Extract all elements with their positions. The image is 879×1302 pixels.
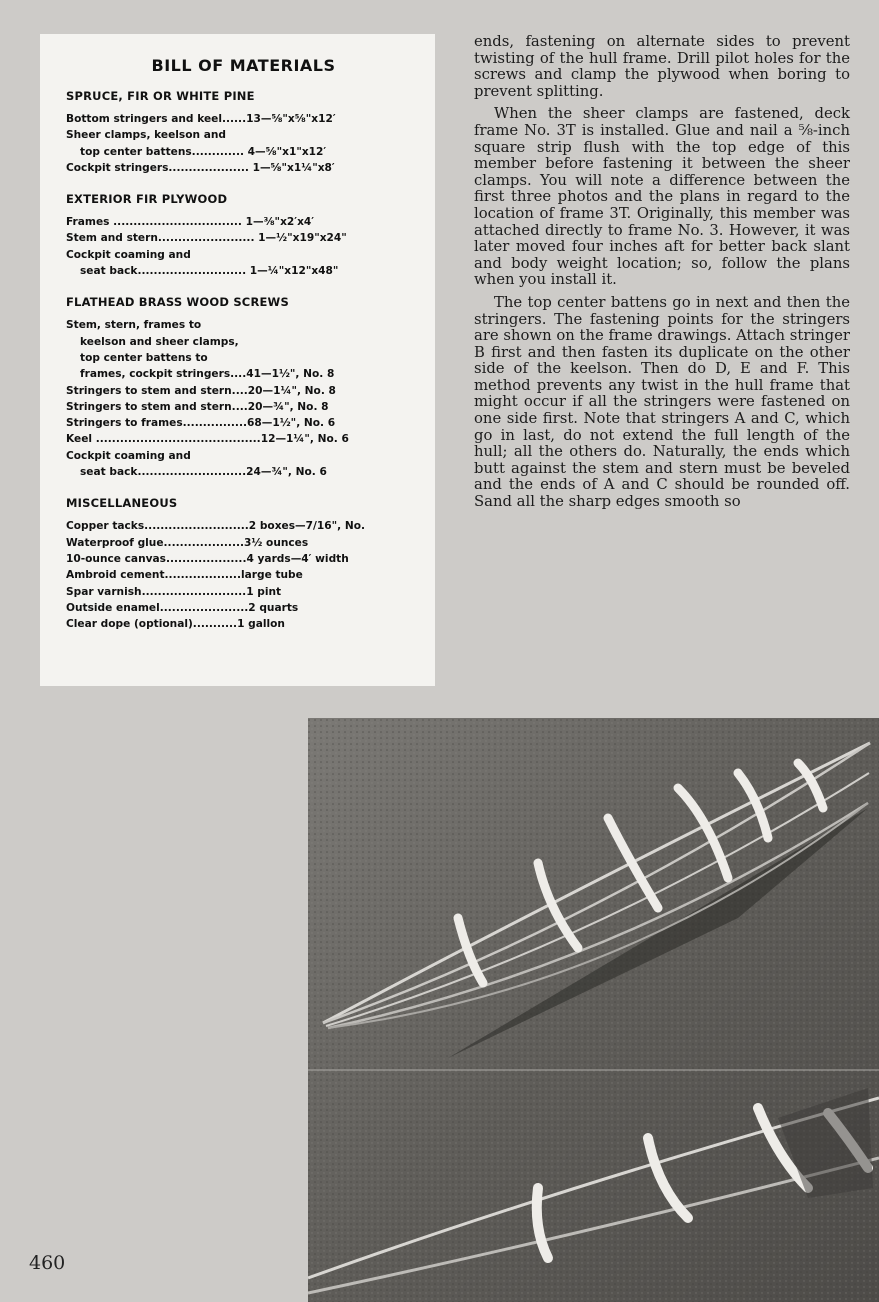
bill-item: Stringers to frames................68—1½", No. 6 <box>66 417 336 430</box>
bill-item: keelson and sheer clamps, <box>80 335 239 348</box>
article-text-column <box>474 34 850 517</box>
bill-item: Stem, stern, frames to <box>66 319 202 332</box>
bill-item: Cockpit coaming and <box>66 248 191 261</box>
article-paragraph: The top center battens go in next and then the stringers. The fastening points for the stringers are shown on the frame drawings. Attach stringer B first and then fasten its duplicate on the other side of the keelson. Then do D, E and F. This method prevents any twist in the hull frame that might occur if all the stringers were fastened on one side first. Note that stringers A and C, which go in last, do not extend the full length of the hull; all the others do. Naturally, the ends which butt against the stem and stern must be beveled and the ends of A and C should be rounded off. Sand all the sharp edges smooth so <box>474 293 850 511</box>
bill-item: Cockpit stringers.................... 1—⅝"x1¼"x8′ <box>66 161 335 174</box>
bill-item: Clear dope (optional)...........1 gallon <box>66 618 285 631</box>
bill-item: Outside enamel......................2 quarts <box>66 601 299 614</box>
bill-item: Stem and stern........................ 1—½"x19"x24" <box>66 232 347 245</box>
bill-section <box>66 192 421 279</box>
bill-item: 10-ounce canvas....................4 yards—4′ width <box>66 552 349 565</box>
bill-item: Cockpit coaming and <box>66 449 191 462</box>
kayak-frame-photo <box>308 718 879 1302</box>
article-paragraph: ends, fastening on alternate sides to prevent twisting of the hull frame. Drill pilot holes for the screws and clamp the plywood when boring to prevent splitting. <box>474 33 850 100</box>
bill-section <box>66 89 421 176</box>
bill-of-materials-box <box>40 34 435 686</box>
bill-item: Sheer clamps, keelson and <box>66 129 227 142</box>
bill-section-title: FLATHEAD BRASS WOOD SCREWS <box>66 295 289 310</box>
bill-item: Spar varnish..........................1 pint <box>66 585 282 598</box>
bill-section-title: SPRUCE, FIR OR WHITE PINE <box>66 89 255 103</box>
bill-item: top center battens to <box>80 351 208 364</box>
article-paragraph: When the sheer clamps are fastened, deck frame No. 3T is installed. Glue and nail a ⅝-inch square strip flush with the top edge of this member before fastening it between the sheer clamps. You will note a difference between the first three photos and the plans in regard to the location of frame 3T. Originally, this member was attached directly to frame No. 3. However, it was later moved four inches aft for better back slant and body weight location; so, follow the plans when you install it. <box>474 105 850 289</box>
bill-item: Copper tacks..........................2 boxes—7/16", No. <box>66 520 366 533</box>
bill-item: Keel .........................................12—1¼", No. 6 <box>66 433 349 446</box>
bill-item: Frames ................................ 1—⅜"x2′x4′ <box>66 216 315 229</box>
bill-section-title: EXTERIOR FIR PLYWOOD <box>66 192 228 207</box>
bill-item: Waterproof glue....................3½ ounces <box>66 536 309 549</box>
bill-item: frames, cockpit stringers....41—1½", No. 8 <box>80 368 335 381</box>
bill-sections <box>66 89 421 632</box>
bill-item: Ambroid cement...................large tube <box>66 569 303 582</box>
bill-item: seat back...........................24—¾", No. 6 <box>80 466 327 479</box>
bill-section <box>66 496 421 632</box>
bill-item: Stringers to stem and stern....20—1¼", No. 8 <box>66 384 336 397</box>
bill-section-title: MISCELLANEOUS <box>66 496 178 511</box>
bill-item: top center battens............. 4—⅝"x1"x12′ <box>80 145 327 158</box>
bill-item: Stringers to stem and stern....20—¾", No. 8 <box>66 400 329 413</box>
bill-item: Bottom stringers and keel......13—⅝"x⅝"x12′ <box>66 113 336 125</box>
bill-item: seat back........................... 1—¼"x12"x48" <box>80 265 339 278</box>
bill-section <box>66 295 421 480</box>
page-number: 460 <box>29 1252 66 1274</box>
bill-title: BILL OF MATERIALS <box>151 56 336 75</box>
